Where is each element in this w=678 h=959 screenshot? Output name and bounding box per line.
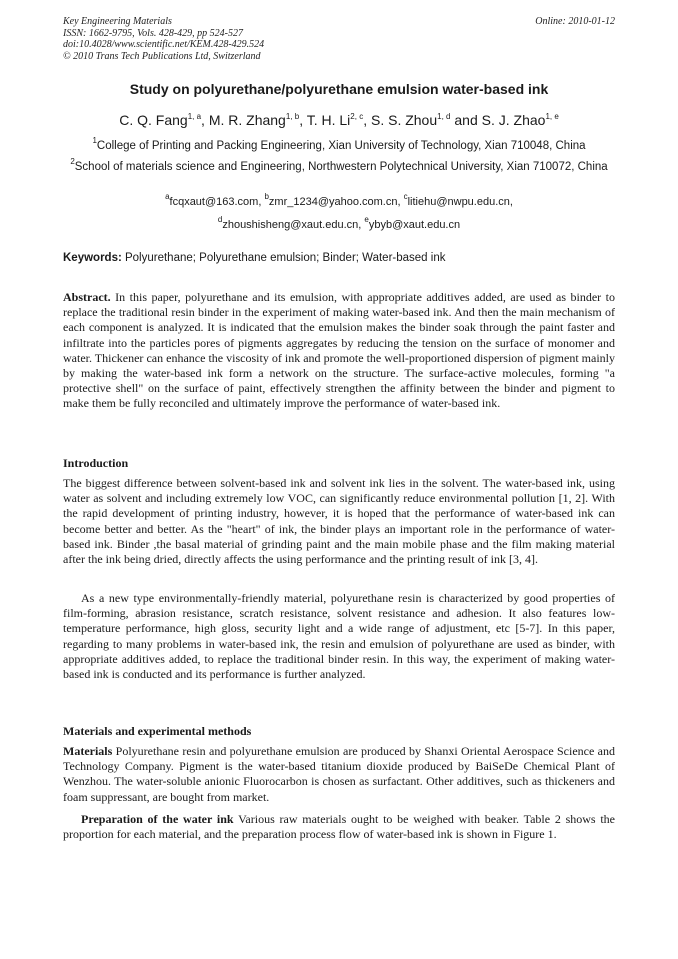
introduction-paragraph-2 xyxy=(63,591,615,682)
paragraph-text: As a new type environmentally-friendly material, polyurethane resin is characterized by good properties of film-forming, abrasion resistance, scratch resistance, solvent resistance and adhesion. It also features low-temperature performance, high gloss, security light and a wide range of adjustment, etc [5-7]. In this paper, regarding to many problems in water-based ink, the resin and emulsion of polyurethane are used as binder, with appropriate additives added, to replace the traditional binder resin. In this way, the experiment of making water-based ink is conducted and its performance is further analyzed. xyxy=(63,591,615,682)
email-mark: b xyxy=(264,192,269,201)
abstract-text: In this paper, polyurethane and its emulsion, with appropriate additives added, are used as binder to replace the traditional resin binder in the experiment of making water-based ink. And then the main mechanism of each component is analyzed. It is indicated that the emulsion makes the binder soak through the paint faster and infiltrate into the particles pores of pigments aggregates by reducing the tension on the surface of monomer and water. Thickener can enhance the viscosity of ink and promote the well-proportioned dispersion of pigment mainly by making the water-based ink form a network on the structure. The surface-active molecules, forming "a protective shell" on the surface of paint, effectively strengthen the affinity between the binder and pigment to make them be fully reconciled and ultimately improve the performance of water-based ink. xyxy=(63,290,615,411)
journal-header xyxy=(63,16,264,62)
paragraph-run-in-heading: Materials xyxy=(63,744,113,758)
email-address[interactable]: zmr_1234@yahoo.com.cn, xyxy=(268,196,404,208)
affiliation-1 xyxy=(63,136,615,154)
section-heading-introduction: Introduction xyxy=(63,456,129,470)
affiliation-text: College of Printing and Packing Engineering, Xian University of Technology, Xian 710048, China xyxy=(96,140,586,152)
author-name: S. S. Zhou xyxy=(370,112,438,128)
email-mark: a xyxy=(165,192,170,201)
email-address[interactable]: fcqxaut@163.com, xyxy=(169,196,265,208)
author-name: C. Q. Fang xyxy=(119,112,188,128)
keywords-text: Polyurethane; Polyurethane emulsion; Binder; Water-based ink xyxy=(121,252,446,264)
journal-doi: doi:10.4028/www.scientific.net/KEM.428-429.524 xyxy=(63,39,265,50)
author-affiliation-mark: 1, a xyxy=(187,112,202,121)
journal-issn: ISSN: 1662-9795, Vols. 428-429, pp 524-527 xyxy=(63,27,243,39)
abstract xyxy=(63,290,615,412)
email-address[interactable]: litiehu@nwpu.edu.cn, xyxy=(407,196,513,208)
online-date: Online: 2010-01-12 xyxy=(535,16,615,27)
author-affiliation-mark: 1, b xyxy=(285,112,300,121)
author-name: M. R. Zhang xyxy=(208,112,286,128)
email-address[interactable]: zhoushisheng@xaut.edu.cn, xyxy=(222,219,365,231)
paper-title: Study on polyurethane/polyurethane emulsion water-based ink xyxy=(129,81,549,97)
author-affiliation-mark: 2, c xyxy=(350,112,364,121)
email-mark: d xyxy=(217,215,223,224)
author-name: T. H. Li xyxy=(306,112,351,128)
section-heading-materials: Materials and experimental methods xyxy=(63,724,252,738)
email-line-1 xyxy=(63,192,615,208)
keywords xyxy=(63,252,445,264)
journal-copyright: © 2010 Trans Tech Publications Ltd, Switzerland xyxy=(63,50,261,62)
paragraph-text: Various raw materials ought to be weighed with beaker. Table 2 shows the proportion for each material, and the preparation process flow of water-based ink is shown in Figure 1. xyxy=(63,812,615,842)
author-separator: , xyxy=(201,112,209,128)
affiliation-2 xyxy=(63,157,615,175)
materials-paragraph-1 xyxy=(63,744,615,805)
affiliation-text: School of materials science and Engineering, Northwestern Polytechnical University, Xian 710072, China xyxy=(74,161,608,173)
paragraph-run-in-heading: Preparation of the water ink xyxy=(81,812,234,826)
affiliation-number: 2 xyxy=(70,157,75,166)
author-separator: and xyxy=(450,112,482,128)
keywords-label: Keywords: xyxy=(63,252,122,264)
email-mark: e xyxy=(364,215,369,224)
author-affiliation-mark: 1, d xyxy=(437,112,451,121)
author-separator: , xyxy=(299,112,307,128)
author-name: S. J. Zhao xyxy=(481,112,546,128)
introduction-paragraph-1 xyxy=(63,476,615,567)
email-line-2 xyxy=(63,215,615,231)
email-mark: c xyxy=(403,192,408,201)
materials-paragraph-2 xyxy=(63,812,615,842)
affiliation-number: 1 xyxy=(92,136,97,145)
email-address[interactable]: ybyb@xaut.edu.cn xyxy=(368,219,461,231)
abstract-label: Abstract. xyxy=(63,290,111,304)
paragraph-text: Polyurethane resin and polyurethane emulsion are produced by Shanxi Oriental Aerospace Science and Technology Company. Pigment is the water-based titanium dioxide produced by BaiSeDe Chemical Plant of Wenzhou. The water-soluble anionic Fluorocarbon is chosen as surfactant. Other additives, such as thickeners and foam suppressant, are bought from market. xyxy=(63,744,615,804)
author-list xyxy=(0,112,678,128)
paragraph-text: The biggest difference between solvent-based ink and solvent ink lies in the solvent. The water-based ink, using water as solvent and including extremely low VOC, can significantly reduce environmental pollution [1, 2]. With the rapid development of printing industry, however, it is hoped that the performance of water-based ink can become better and better. As the "heart" of ink, the binder plays an important role in the performance of water-based ink. Binder ,the basal material of grinding paint and the main mobile phase and the film making material after the ink being dried, directly affects the using performance and the printing result of ink [3, 4]. xyxy=(63,476,615,567)
journal-name: Key Engineering Materials xyxy=(63,16,172,27)
author-affiliation-mark: 1, e xyxy=(545,112,559,121)
author-separator: , xyxy=(363,112,371,128)
